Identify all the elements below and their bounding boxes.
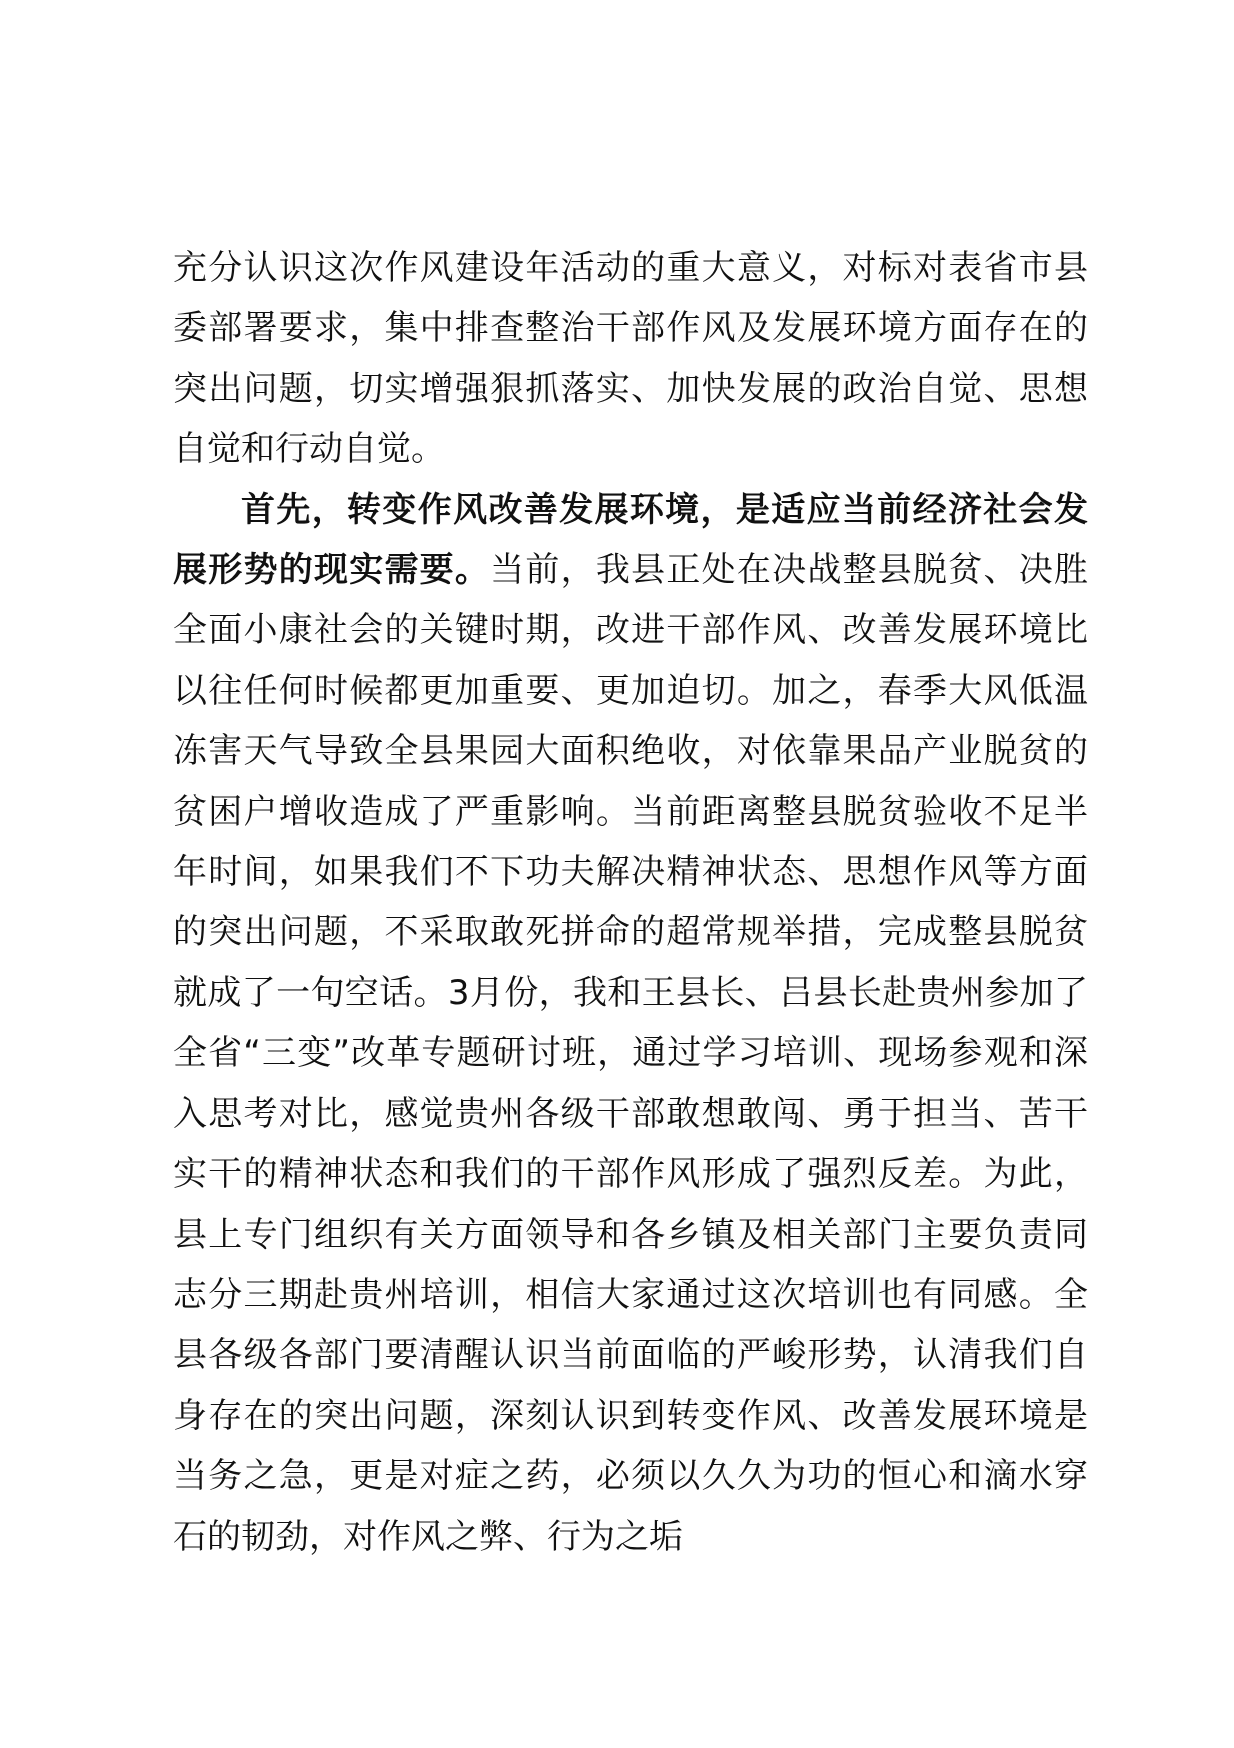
document-body xyxy=(173,238,1088,1567)
paragraph-2-lead: 首先，转变作风改善发展环境，是适应当前经济社会发展形势的现实需要。 xyxy=(173,489,1088,591)
paragraph-2-body: 当前，我县正处在决战整县脱贫、决胜全面小康社会的关键时期，改进干部作风、改善发展环境比以往任何时候都更加重要、更加迫切。加之，春季大风低温冻害天气导致全县果园大面积绝收，对依靠果品产业脱贫的贫困户增收造成了严重影响。当前距离整县脱贫验收不足半年时间，如果我们不下功夫解决精神状态、思想作风等方面的突出问题，不采取敢死拼命的超常规举措，完成整县脱贫就成了一句空话。3月份，我和王县长、吕县长赴贵州参加了全省“三变”改革专题研讨班，通过学习培训、现场参观和深入思考对比，感觉贵州各级干部敢想敢闯、勇于担当、苦干实干的精神状态和我们的干部作风形成了强烈反差。为此，县上专门组织有关方面领导和各乡镇及相关部门主要负责同志分三期赴贵州培训，相信大家通过这次培训也有同感。全县各级各部门要清醒认识当前面临的严峻形势，认清我们自身存在的突出问题，深刻认识到转变作风、改善发展环境是当务之急，更是对症之药，必须以久久为功的恒心和滴水穿石的韧劲，对作风之弊、行为之垢 xyxy=(173,550,1089,1557)
paragraph-2 xyxy=(173,480,1088,1567)
paragraph-1: 充分认识这次作风建设年活动的重大意义，对标对表省市县委部署要求，集中排查整治干部作风及发展环境方面存在的突出问题，切实增强狠抓落实、加快发展的政治自觉、思想自觉和行动自觉。 xyxy=(173,248,1088,470)
